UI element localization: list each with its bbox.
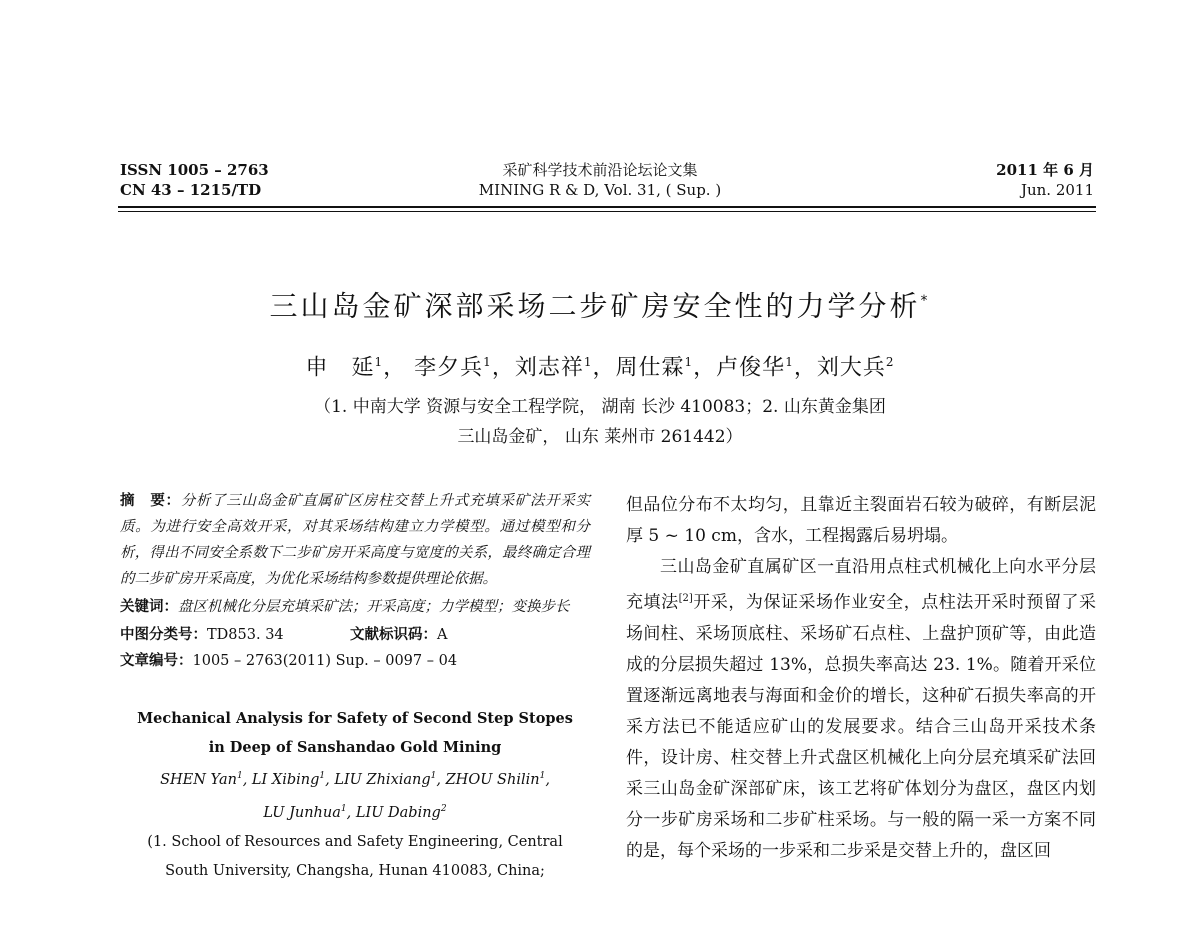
title-footnote-mark: * — [920, 293, 931, 309]
english-header — [120, 704, 590, 886]
header-rule-thin — [118, 211, 1096, 212]
author-affiliation-mark: 1 — [785, 355, 794, 369]
author-affiliation-mark: 1 — [483, 355, 492, 369]
author-list: 申 延$^1$， 李夕兵$^1$，刘志祥$^1$，周仕霖$^1$，卢俊华$^1$，刘大兵$^2$ — [305, 355, 895, 381]
english-author-mark: 1 — [340, 803, 347, 814]
english-authors-line-1: SHEN Yan$^1$, LI Xibing$^1$, LIU Zhixiang$^1$, ZHOU Shilin$^1$, — [160, 771, 550, 788]
keywords-text: 盘区机械化分层充填采矿法；开采高度；力学模型；变换步长 — [178, 599, 570, 615]
citation-ref: [2] — [678, 593, 693, 604]
english-affiliation-line-2: South University, Changsha, Hunan 410083, China; — [165, 862, 545, 879]
english-author-name: ZHOU Shilin — [445, 771, 540, 788]
author-name: 申 延 — [305, 355, 375, 381]
left-column — [120, 488, 590, 886]
abstract — [120, 488, 590, 592]
author-affiliation-mark: 1 — [583, 355, 593, 369]
english-author-name: LIU Zhixiang — [334, 771, 431, 788]
journal-date-block — [996, 160, 1094, 200]
author-affiliation-mark: 1 — [374, 355, 384, 369]
english-affiliation-line-1: (1. School of Resources and Safety Engineering, Central — [147, 833, 563, 850]
english-author-mark: 1 — [236, 771, 243, 781]
clc-value: TD853. 34 — [207, 627, 284, 643]
doc-code-label: 文献标识码： — [350, 626, 437, 643]
keywords-label: 关键词： — [120, 598, 178, 615]
date-cn: 2011 年 6 月 — [996, 161, 1094, 179]
journal-name-en: MINING R & D, Vol. 31, ( Sup. ) — [478, 181, 722, 199]
affiliation-line-2: 三山岛金矿， 山东 莱州市 261442） — [457, 427, 743, 447]
abstract-label: 摘 要： — [120, 492, 181, 509]
article-number-label: 文章编号： — [120, 652, 193, 669]
keywords — [120, 594, 590, 620]
journal-name-cn: 采矿科学技术前沿论坛论文集 — [502, 161, 698, 179]
doc-code-field — [350, 622, 447, 648]
body-paragraph-2 — [626, 552, 1096, 867]
article-number-row — [120, 648, 590, 674]
english-author-mark: 1 — [539, 771, 546, 781]
classification-info — [120, 622, 590, 674]
issn: ISSN 1005 – 2763 — [120, 161, 269, 179]
body-paragraph-2-part-b: 开采，为保证采场作业安全，点柱法开采时预留了采场间柱、采场顶底柱、采场矿石点柱、上盘护顶矿等，由此造成的分层损失超过 13%，总损失率高达 23. 1%。随着开采位置逐渐远离地表与海面和金价的增长，这种矿石损失率高的开采方法已不能适应矿山的发展要求。结合三山岛开采技术条件，设计房、柱交替上升式盘区机械化上向分层充填采矿法回采三山岛金矿深部矿床，该工艺将矿体划分为盘区，盘区内划分一步矿房采场和二步矿柱采场。与一般的隔一采一方案不同的是，每个采场的一步采和二步采是交替上升的，盘区回 — [626, 592, 1097, 861]
author-name: 刘志祥 — [514, 355, 584, 381]
affiliation-line-1: （1. 中南大学 资源与安全工程学院， 湖南 长沙 410083；2. 山东黄金集团 — [314, 397, 886, 417]
author-affiliation-mark: 1 — [684, 355, 694, 369]
author-name: 周仕霖 — [615, 355, 685, 381]
english-author-mark: 1 — [430, 771, 437, 781]
english-authors-line-2: LU Junhua$^1$, LIU Dabing$^2$ — [263, 803, 447, 821]
author-affiliation-mark: 2 — [885, 355, 895, 369]
author-name: 刘大兵 — [816, 355, 886, 381]
classification-row — [120, 622, 590, 648]
english-author-mark: 2 — [440, 803, 447, 814]
english-title-line-1: Mechanical Analysis for Safety of Second Step Stopes — [137, 710, 573, 727]
cn-number: CN 43 – 1215/TD — [120, 181, 262, 199]
author-name: 卢俊华 — [716, 355, 786, 381]
header-rule-thick — [118, 206, 1096, 208]
doc-code-value: A — [437, 627, 448, 643]
english-author-name: LI Xibing — [251, 771, 320, 788]
body-paragraph-2-part-a: 三山岛金矿直属矿区一直沿用点柱式机械化上向水平分层充填法 — [626, 557, 1096, 613]
right-column — [626, 490, 1096, 867]
english-author-name: SHEN Yan — [160, 771, 237, 788]
author-name: 李夕兵 — [414, 355, 484, 381]
paper-title — [0, 283, 1200, 324]
abstract-text: 分析了三山岛金矿直属矿区房柱交替上升式充填采矿法开采实质。为进行安全高效开采，对其采场结构建立力学模型。通过模型和分析，得出不同安全系数下二步矿房开采高度与宽度的关系，最终确定合理的二步矿房开采高度，为优化采场结构参数提供理论依据。 — [120, 493, 590, 587]
clc-label: 中图分类号： — [120, 626, 207, 643]
english-title-line-2: in Deep of Sanshandao Gold Mining — [208, 739, 502, 756]
article-number-value: 1005 – 2763(2011) Sup. – 0097 – 04 — [192, 653, 458, 669]
date-en: Jun. 2011 — [1020, 181, 1094, 199]
paper-title-text: 三山岛金矿深部采场二步矿房安全性的力学分析 — [269, 289, 921, 323]
english-author-name: LU Junhua — [263, 804, 341, 821]
english-author-mark: 1 — [319, 771, 326, 781]
english-author-name: LIU Dabing — [355, 804, 441, 821]
body-paragraph-1: 但品位分布不太均匀，且靠近主裂面岩石较为破碎，有断层泥厚 5 ~ 10 cm，含水，工程揭露后易坍塌。 — [626, 495, 1096, 546]
clc-field — [120, 622, 350, 648]
